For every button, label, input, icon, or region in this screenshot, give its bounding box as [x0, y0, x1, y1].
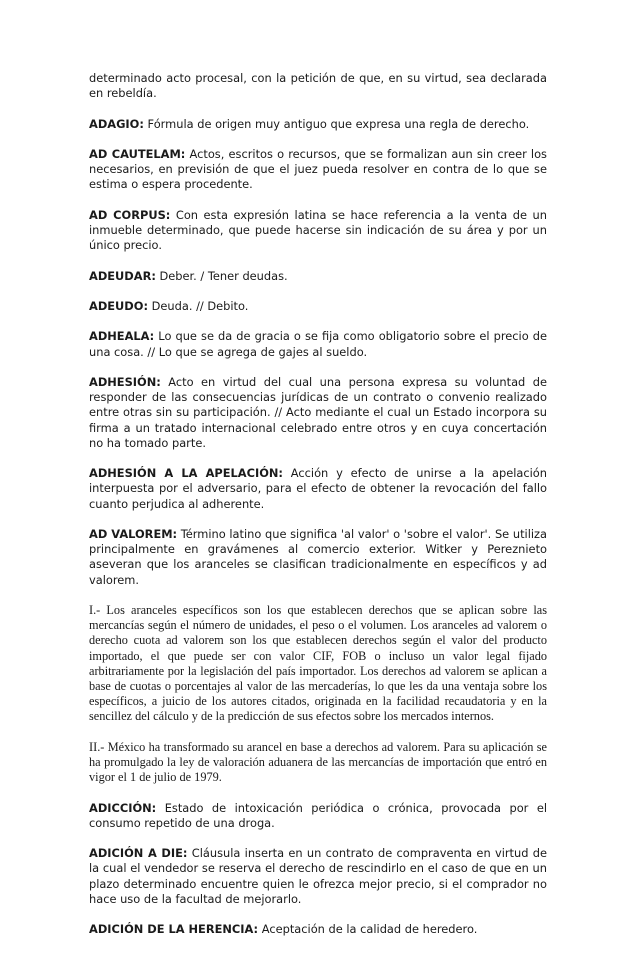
entry-term: ADAGIO: — [89, 116, 144, 131]
entry-term: ADEUDAR: — [89, 268, 156, 283]
entry-ad-valorem-point-2 — [89, 740, 547, 786]
entry-definition: Aceptación de la calidad de heredero. — [258, 922, 478, 937]
entry-ad-corpus — [89, 208, 547, 254]
entry-definition: Con esta expresión latina se hace referencia a la venta de un inmueble determinado, que puede hacerse sin indicación de su área y por un único precio. — [89, 207, 547, 253]
entry-adicion-a-die — [89, 846, 547, 907]
entry-definition: Lo que se da de gracia o se fija como obligatorio sobre el precio de una cosa. // Lo que se agrega de gajes al sueldo. — [89, 329, 547, 359]
entry-definition: Estado de intoxicación periódica o crónica, provocada por el consumo repetido de una droga. — [89, 800, 547, 830]
entry-ad-cautelam — [89, 147, 547, 193]
entry-term: ADICIÓN DE LA HERENCIA: — [89, 922, 259, 937]
entry-term: ADEUDO: — [89, 298, 148, 313]
entry-term: ADICIÓN A DIE: — [89, 846, 188, 861]
entry-term: AD VALOREM: — [89, 526, 178, 541]
entry-term: ADHESIÓN: — [89, 374, 161, 389]
entry-adeudo — [89, 299, 547, 314]
entry-term: AD CAUTELAM: — [89, 146, 186, 161]
entry-adeudar — [89, 269, 547, 284]
entry-term: ADHEALA: — [89, 329, 155, 344]
entry-ad-valorem — [89, 527, 547, 588]
entry-definition: Acto en virtud del cual una persona expresa su voluntad de responder de las consecuencias jurídicas de un contrato o convenio realizado entre otras sin su participación. // Acto mediante el cual un Estado incorpora su firma a un tratado internacional celebrado entre otros y en cuya concertación no ha tomado parte. — [89, 374, 547, 450]
entry-adagio — [89, 117, 547, 132]
entry-definition: Cláusula inserta en un contrato de compraventa en virtud de la cual el vendedor se reserva el derecho de rescindirlo en el caso de que en un plazo determinado encuentre quien le ofrezca mejor precio, si el comprador no hace uso de la facultad de mejorarlo. — [89, 846, 547, 906]
entry-definition: Deuda. // Debito. — [148, 298, 249, 313]
entry-definition: Acción y efecto de unirse a la apelación interpuesta por el adversario, para el efecto de obtener la revocación del fallo cuanto perjudica al adherente. — [89, 466, 547, 511]
entry-definition: Fórmula de origen muy antiguo que expresa una regla de derecho. — [143, 116, 530, 131]
entry-adhesion — [89, 375, 547, 451]
entry-ad-valorem-point-1 — [89, 603, 547, 725]
entry-continuation — [89, 71, 547, 101]
document-page — [89, 71, 547, 953]
entry-adicion-herencia — [89, 922, 547, 937]
entry-term: AD CORPUS: — [89, 207, 171, 222]
entry-adheala — [89, 329, 547, 359]
entry-term: ADHESIÓN A LA APELACIÓN: — [89, 466, 283, 481]
entry-adiccion — [89, 801, 547, 831]
entry-adhesion-apelacion — [89, 466, 547, 512]
entry-definition: determinado acto procesal, con la petición de que, en su virtud, sea declarada en rebeldía. — [89, 71, 547, 101]
entry-definition: Deber. / Tener deudas. — [155, 268, 288, 283]
entry-definition: I.- Los aranceles específicos son los que establecen derechos que se aplican sobre las mercancías según el número de unidades, el peso o el volumen. Los aranceles ad valorem o derecho cuota ad valorem son los que establecen derechos según el valor del producto importado, el que puede ser con valor CIF, FOB o incluso un valor legal fijado arbitrariamente por la legislación del país importador. Los derechos ad valorem se aplican a base de cuotas o porcentajes al valor de las mercaderías, lo que les da una ventaja sobre los específicos, a juicio de los autores citados, originada en la facilidad recaudatoria y en la sencillez del cálculo y de la predicción de sus efectos sobre los mercados internos. — [89, 602, 547, 724]
entry-definition: II.- México ha transformado su arancel en base a derechos ad valorem. Para su aplicación se ha promulgado la ley de valoración aduanera de las mercancías de importación que entró en vigor el 1 de julio de 1979. — [89, 739, 547, 785]
entry-definition: Término latino que significa 'al valor' o 'sobre el valor'. Se utiliza principalmente en gravámenes al comercio exterior. Witker y Pereznieto aseveran que los aranceles se clasifican tradicionalmente en específicos y ad valorem. — [89, 526, 547, 587]
entry-term: ADICCIÓN: — [89, 800, 157, 815]
entry-definition: Actos, escritos o recursos, que se formalizan aun sin creer los necesarios, en previsión de que el juez pueda resolver en contra de lo que se estima o espera procedente. — [89, 146, 547, 192]
